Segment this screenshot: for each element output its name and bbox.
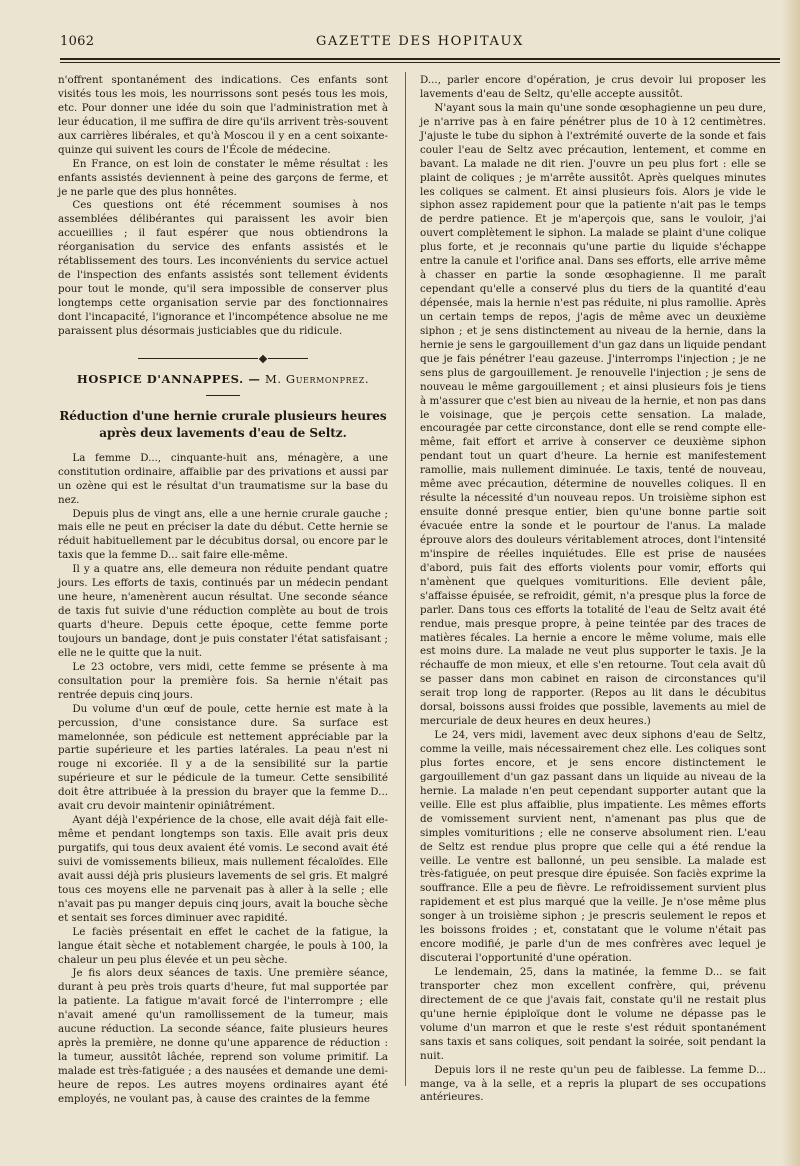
header-rule [60,58,780,60]
section-title [58,373,388,387]
section-author: M. Guermonprez. [265,371,370,386]
right-column [420,74,766,1105]
paragraph: Le faciès présentait en effet le cachet de la fatigue, la langue était sèche et notablement chargée, le pouls à 100, la chaleur un peu plus élevée et un peu sèche. [58,925,388,966]
paragraph: Depuis plus de vingt ans, elle a une hernie crurale gauche ; mais elle ne peut en préciser la date du début. Cette hernie se réduit habituellement par le décubitus dorsal, ou encore par le taxis que la femme D... sait faire elle-même. [58,507,388,562]
left-column [58,74,388,1107]
paragraph: Depuis lors il ne reste qu'un peu de faiblesse. La femme D... mange, va à la selle, et a repris la plupart de ses occupations antérieures. [420,1063,766,1104]
paragraph: Je fis alors deux séances de taxis. Une première séance, durant à peu près trois quarts d'heure, fut mal supportée par la patiente. La fatigue m'avait forcé de l'interrompre ; elle n'avait amené qu'un ramollissement de la tumeur, mais aucune réduction. La seconde séance, faite plusieurs heures après la première, ne donne qu'une apparence de réduction : la tumeur, aussitôt lâchée, reprend son volume primitif. La malade est très-fatiguée ; a des nausées et demande une demi-heure de repos. Les autres moyens ordinaires ayant été employés, ne voulant pas, à cause des craintes de la femme [58,967,388,1105]
paragraph: Ayant déjà l'expérience de la chose, elle avait déjà fait elle-même et pendant longtemps son taxis. Elle avait pris deux purgatifs, qui tous deux avaient été vomis. Le second avait été suivi de vomissements bilieux, mais nullement fécaloïdes. Elle avait aussi déjà pris plusieurs lavements de sel gris. Et malgré tous ces moyens elle ne parvenait pas à aller à la selle ; elle n'avait pas pu manger depuis cinq jours, avait la bouche sèche et sentait ses forces diminuer avec rapidité. [58,814,388,924]
page-edge-stain [782,0,800,1166]
header-rule-thin [60,62,780,63]
short-rule [206,395,240,396]
article-title: Réduction d'une hernie crurale plusieurs heures après deux lavements d'eau de Seltz. [59,408,387,440]
paragraph: La femme D..., cinquante-huit ans, ménagère, a une constitution ordinaire, affaiblie par des privations et aussi par un ozène qui est le résultat d'un traumatisme sur la base du nez. [58,451,388,506]
section-heading: HOSPICE D'ANNAPPES. — [76,371,261,386]
paragraph: Ces questions ont été récemment soumises à nos assemblées délibérantes qui paraissent les avoir bien accueillies ; il faut espérer que nous obtiendrons la réorganisation du service des enfants assistés et le rétablissement des tours. Les inconvénients du service actuel de l'inspection des enfants assistés sont tellement évidents pour tout le monde, qu'il sera impossible de conserver plus longtemps cette organisation servie par des fonctionnaires dont l'incapacité, l'ignorance et l'incompétence absolue ne me paraissent plus désormais justiciables que du ridicule. [58,199,388,337]
page-header [60,34,780,56]
paragraph: n'offrent spontanément des indications. Ces enfants sont visités tous les mois, les nourrissons sont pesés tous les mois, etc. Pour donner une idée du soin que l'administration met à leur éducation, il me suffira de dire qu'ils arrivent très-souvent aux carrières libérales, et qu'à Moscou il y en a cent soixante-quinze qui suivent les cours de l'École de médecine. [58,74,388,156]
paragraph: Du volume d'un œuf de poule, cette hernie est mate à la percussion, d'une consistance dure. Sa surface est mamelonnée, son pédicule est nettement appréciable par la partie supérieure et les parties latérales. La peau n'est ni rouge ni excoriée. Il y a de la sensibilité sur la partie supérieure et sur le pédicule de la tumeur. Cette sensibilité doit être attribuée à la pression du brayer que la femme D... avait cru devoir maintenir opiniâtrément. [58,702,388,813]
section-separator [58,353,388,363]
running-title: GAZETTE DES HOPITAUX [316,34,524,49]
paragraph: Le 23 octobre, vers midi, cette femme se présente à ma consultation pour la première fois. Sa hernie n'était pas rentrée depuis cinq jours. [58,660,388,701]
paragraph: N'ayant sous la main qu'une sonde œsophagienne un peu dure, je n'arrive pas à en faire pénétrer plus de 10 à 12 centimètres. J'ajuste le tube du siphon à l'extrémité ouverte de la sonde et fais couler l'eau de Seltz avec précaution, lentement, et comme en bavant. La malade ne dit rien. J'ouvre un peu plus fort : elle se plaint de coliques ; je m'arrête aussitôt. Après quelques minutes les coliques se calment. Et ainsi plusieurs fois. Alors je vide le siphon assez rapidement pour que la patiente n'ait pas le temps de perdre patience. Et je m'aperçois que, sans le vouloir, j'ai ouvert complètement le siphon. La malade se plaint d'une colique plus forte, et je reconnais qu'une partie du liquide s'échappe entre la canule et l'orifice anal. Dans ses efforts, elle arrive même à chasser en partie la sonde œsophagienne. Il me paraît cependant qu'elle a conservé plus du tiers de la quantité d'eau dépensée, mais la hernie n'est pas réduite, ni plus ramollie. Après un certain temps de repos, j'agis de même avec un deuxième siphon ; et je sens distinctement au niveau de la hernie, dans la hernie je sens le gargouillement d'un gaz dans un liquide pendant que je fais pénétrer l'eau gazeuse. J'interromps l'injection ; je ne sens plus de gargouillement. Je renouvelle l'injection ; je sens de nouveau le même gargouillement ; et ainsi plusieurs fois je tiens à m'assurer que c'est bien au niveau de la hernie, et non pas dans le voisinage, que je perçois cette sensation. La malade, encouragée par cette circonstance, dont elle se rend compte elle-même, fait effort et arrive à conserver ce deuxième siphon pendant tout un quart d'heure. La hernie est manifestement ramollie, mais nullement diminuée. Le taxis, tenté de nouveau, même avec précaution, détermine de nouvelles coliques. Il en résulte la nécessité d'un nouveau repos. Un troisième siphon est ensuite donné presque entier, bien qu'une bonne partie soit évacuée entre la sonde et le pourtour de l'anus. La malade éprouve alors des douleurs véritablement atroces, dont l'intensité m'inspire de réelles inquiétudes. Elle est prise de nausées d'abord, puis fait des efforts violents pour vomir, efforts qui n'amènent que quelques vomituritions. Elle devient pâle, s'affaisse épuisée, se refroidit, gémit, n'a presque plus la force de parler. Dans tous ces efforts la totalité de l'eau de Seltz avait été rendue, mais presque propre, à peine teintée par des traces de matières fécales. La hernie a encore le même volume, mais elle est moins dure. La malade ne veut plus supporter le taxis. Je la réchauffe de mon mieux, et elle s'en retourne. Tout cela avait dû se passer dans mon cabinet en raison de circonstances qu'il serait trop long de rapporter. (Repos au lit dans le décubitus dorsal, boissons aussi froides que possible, lavements au miel de mercuriale de deux heures en deux heures.) [420,101,766,728]
paragraph: D..., parler encore d'opération, je crus devoir lui proposer les lavements d'eau de Seltz, qu'elle accepte aussitôt. [420,74,766,100]
column-divider [405,72,406,1086]
paragraph: Le lendemain, 25, dans la matinée, la femme D... se fait transporter chez mon excellent confrère, qui, prévenu directement de ce que j'avais fait, constate qu'il ne restait plus qu'une hernie épiploïque dont le volume ne dépasse pas le volume d'un marron et que le reste s'est réduit spontanément sans taxis et sans coliques, soit pendant la soirée, soit pendant la nuit. [420,966,766,1062]
paragraph: Il y a quatre ans, elle demeura non réduite pendant quatre jours. Les efforts de taxis, continués par un médecin pendant une heure, n'amenèrent aucun résultat. Une seconde séance de taxis fut suivie d'une réduction complète au bout de trois quarts d'heure. Depuis cette époque, cette femme porte toujours un bandage, dont je puis constater l'état satisfaisant ; elle ne le quitte que la nuit. [58,563,388,659]
page-number: 1062 [60,34,95,49]
paragraph: En France, on est loin de constater le même résultat : les enfants assistés deviennent à peine des garçons de ferme, et je ne parle que des plus honnêtes. [58,157,388,198]
paragraph: Le 24, vers midi, lavement avec deux siphons d'eau de Seltz, comme la veille, mais nécessairement chez elle. Les coliques sont plus fortes encore, et je sens encore distinctement le gargouillement d'un gaz passant dans un liquide au niveau de la hernie. La malade n'en peut cependant supporter autant que la veille. Elle est plus affaiblie, plus impatiente. Les mêmes efforts de vomissement survient nent, n'amenant pas plus que de simples vomituritions ; elle ne conserve absolument rien. L'eau de Seltz est rendue plus propre que celle qui a été rendue la veille. Le ventre est ballonné, un peu sensible. La malade est très-fatiguée, on peut presque dire épuisée. Son faciès exprime la souffrance. Elle a peu de fièvre. Le refroidissement survient plus rapidement et est plus marqué que la veille. Je n'ose même plus songer à un troisième siphon ; je prescris seulement le repos et les boissons froides ; et, constatant que le volume n'était pas encore modifié, je parle d'un de mes confrères avec lequel je discuterai l'opportunité d'une opération. [420,729,766,965]
